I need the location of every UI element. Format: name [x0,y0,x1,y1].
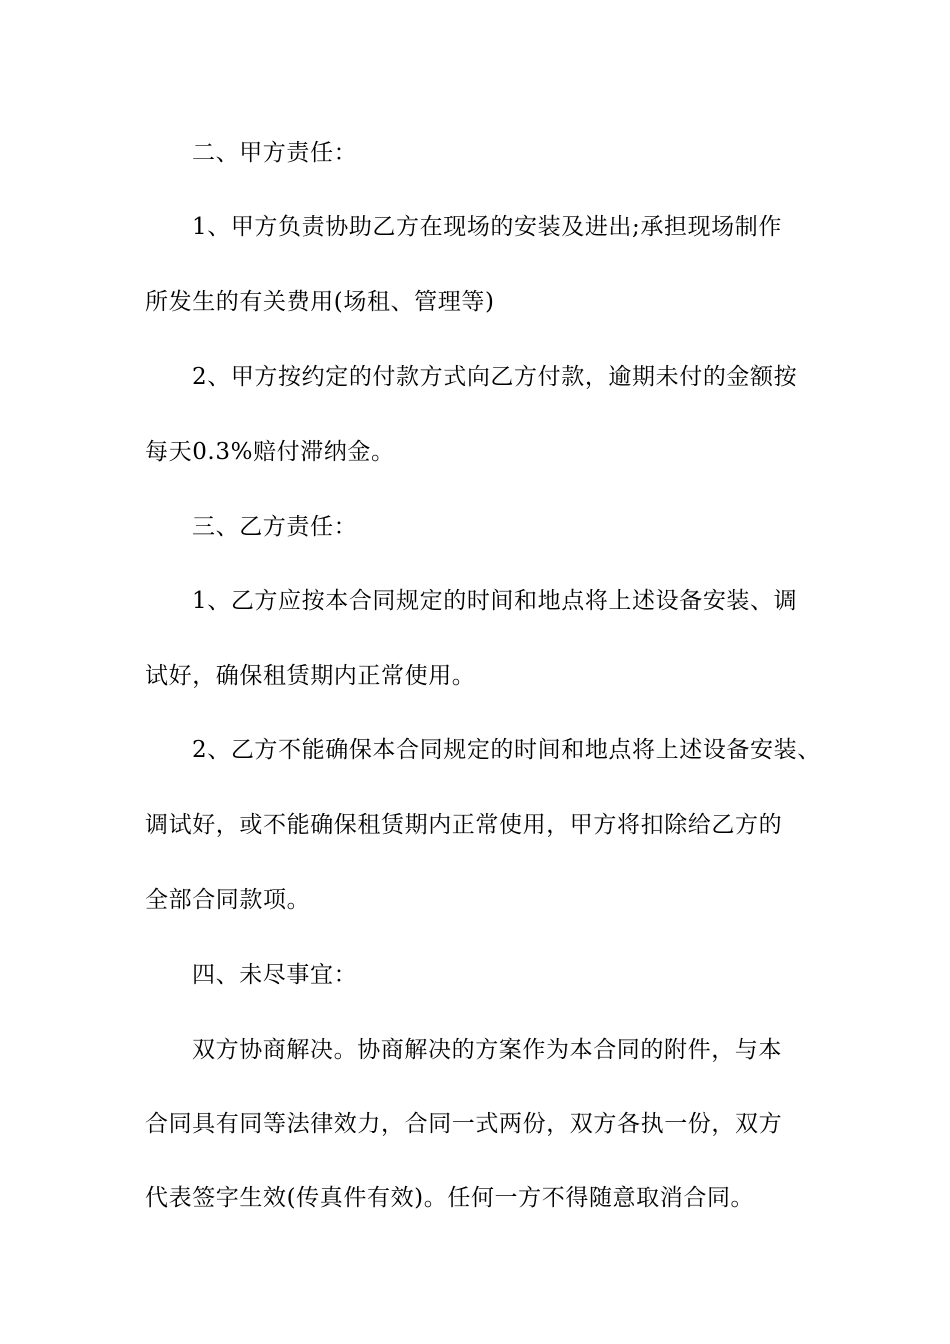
paragraph-line: 每天0.3%赔付滞纳金。 [145,439,395,465]
section-heading-other-matters: 四、未尽事宜： [192,962,358,988]
paragraph-line: 全部合同款项。 [145,887,311,913]
paragraph-line: 合同具有同等法律效力，合同一式两份，双方各执一份，双方 [145,1111,783,1137]
section-heading-party-a: 二、甲方责任： [192,140,358,166]
paragraph-line: 1、乙方应按本合同规定的时间和地点将上述设备安装、调 [192,588,798,614]
paragraph-line: 所发生的有关费用(场租、管理等) [145,289,495,315]
paragraph-line: 代表签字生效(传真件有效)。任何一方不得随意取消合同。 [145,1185,755,1211]
section-heading-party-b: 三、乙方责任： [192,514,358,540]
paragraph-line: 双方协商解决。协商解决的方案作为本合同的附件，与本 [192,1037,782,1063]
paragraph-line: 试好，确保租赁期内正常使用。 [145,663,476,689]
paragraph-line: 调试好，或不能确保租赁期内正常使用，甲方将扣除给乙方的 [145,812,783,838]
paragraph-line: 2、甲方按约定的付款方式向乙方付款，逾期未付的金额按 [192,364,798,390]
paragraph-line: 1、甲方负责协助乙方在现场的安装及进出;承担现场制作 [192,214,782,240]
paragraph-line: 2、乙方不能确保本合同规定的时间和地点将上述设备安装、 [192,737,821,763]
